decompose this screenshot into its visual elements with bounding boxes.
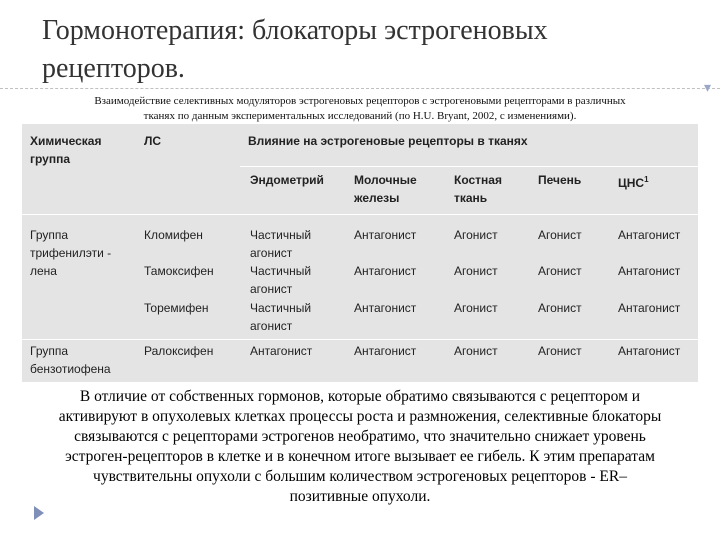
- header-cns: ЦНС$^1$: [618, 175, 649, 190]
- group-triphenylethylene: Группа трифенилэти - лена: [30, 228, 112, 278]
- table-row-endometrium: Частичный агонист: [250, 228, 312, 260]
- table-row-endometrium: Антагонист: [250, 344, 313, 358]
- table-row-drug: Торемифен: [144, 301, 209, 315]
- table-row-liver: Агонист: [538, 301, 582, 315]
- table-row-endometrium: Частичный агонист: [250, 301, 312, 333]
- table-row-breast: Антагонист: [354, 301, 417, 315]
- table-caption: [10, 94, 710, 124]
- table-row-breast: Антагонист: [354, 344, 417, 358]
- paragraph-line: связываются с рецепторами эстрогенов необратимо, что значительно снижает уровень: [74, 428, 646, 445]
- table-row-cns: Антагонист: [618, 344, 681, 358]
- slide-title-line1: Гормонотерапия: блокаторы эстрогеновых: [42, 15, 548, 46]
- table-row-drug: Тамоксифен: [144, 264, 214, 278]
- paragraph-line: эстроген-рецепторов в клетке и в конечном итоге вызывает ее гибель. К этим препаратам: [65, 448, 655, 465]
- header-bone: Костная ткань: [454, 173, 502, 205]
- table-row-cns: Антагонист: [618, 228, 681, 242]
- header-divider: [240, 166, 698, 167]
- body-divider-group: [22, 339, 698, 340]
- serm-table: [22, 124, 698, 382]
- table-row-cns: Антагонист: [618, 301, 681, 315]
- header-chem-group: Химическая группа: [30, 134, 102, 166]
- table-row-cns: Антагонист: [618, 264, 681, 278]
- table-row-bone: Агонист: [454, 344, 498, 358]
- table-row-liver: Агонист: [538, 228, 582, 242]
- table-caption-line1: Взаимодействие селективных модуляторов эстрогеновых рецепторов с эстрогеновыми рецепторами в различных: [94, 95, 626, 107]
- table-row-bone: Агонист: [454, 264, 498, 278]
- table-caption-line2: тканях по данным экспериментальных исследований (по H.U. Bryant, 2002, с изменениями).: [143, 110, 577, 122]
- paragraph-line: чувствительны опухоли с большим количеством эстрогеновых рецепторов - ER–: [93, 468, 627, 485]
- table-row-drug: Кломифен: [144, 228, 203, 242]
- header-drug: ЛС: [144, 134, 162, 148]
- table-row-breast: Антагонист: [354, 228, 417, 242]
- table-row-endometrium: Частичный агонист: [250, 264, 312, 296]
- table-row-bone: Агонист: [454, 228, 498, 242]
- table-row-drug: Ралоксифен: [144, 344, 214, 358]
- slide-title-line2: рецепторов.: [42, 53, 185, 84]
- title-divider: [0, 88, 720, 89]
- paragraph-line: В отличие от собственных гормонов, которые обратимо связываются с рецептором и: [79, 388, 641, 405]
- group-benzothiophene: Группа бензотиофена: [30, 344, 111, 376]
- table-row-liver: Агонист: [538, 264, 582, 278]
- header-influence: Влияние на эстрогеновые рецепторы в тканях: [248, 134, 528, 148]
- table-row-liver: Агонист: [538, 344, 582, 358]
- table-row-bone: Агонист: [454, 301, 498, 315]
- paragraph-line: позитивные опухоли.: [289, 488, 431, 505]
- table-row-breast: Антагонист: [354, 264, 417, 278]
- divider-end-arrow-icon: ▾: [704, 81, 712, 96]
- header-liver: Печень: [538, 173, 582, 187]
- header-endometrium: Эндометрий: [250, 173, 324, 187]
- body-paragraph: [4, 387, 716, 507]
- paragraph-line: активируют в опухолевых клетках процессы роста и размножения, селективные блокаторы: [58, 408, 662, 425]
- bullet-arrow-icon: [34, 506, 44, 520]
- slide-title: [42, 12, 682, 88]
- header-breast: Молочные железы: [354, 173, 417, 205]
- body-divider-top: [22, 214, 698, 215]
